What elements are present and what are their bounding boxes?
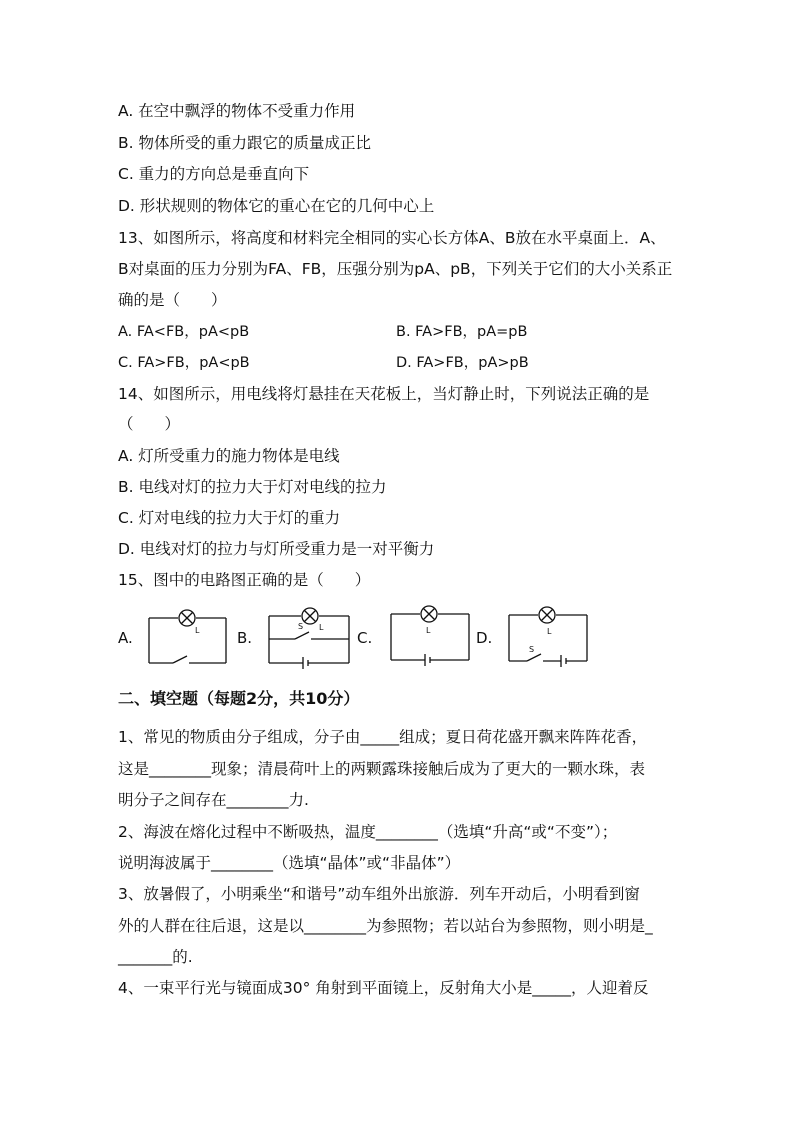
q13-stem-line-1: 13、如图所示，将高度和材料完全相同的实心长方体A、B放在水平桌面上．A、	[118, 229, 666, 247]
q12-option-a: A. 在空中飘浮的物体不受重力作用	[118, 102, 356, 120]
q14-stem-line-2: （ ）	[118, 415, 181, 433]
q13-option-b: B. FA>FB，pA=pB	[396, 324, 528, 340]
q14-option-a: A. 灯所受重力的施力物体是电线	[118, 447, 340, 465]
q14-stem-line-1: 14、如图所示，用电线将灯悬挂在天花板上，当灯静止时，下列说法正确的是	[118, 385, 650, 403]
svg-text:L: L	[547, 627, 552, 636]
circuit-a-label: A.	[118, 629, 133, 647]
circuit-diagram-a	[145, 605, 230, 667]
section-heading-fill-in: 二、填空题（每题2分，共10分）	[118, 689, 360, 708]
q14-option-b: B. 电线对灯的拉力大于灯对电线的拉力	[118, 478, 387, 496]
q13-option-a: A. FA<FB，pA<pB	[118, 324, 250, 340]
q12-option-b: B. 物体所受的重力跟它的质量成正比	[118, 134, 371, 152]
q13-stem-line-3: 确的是（ ）	[118, 291, 227, 309]
q13-option-c: C. FA>FB，pA<pB	[118, 355, 250, 371]
q12-option-d: D. 形状规则的物体它的重心在它的几何中心上	[118, 197, 435, 215]
circuit-diagram-b	[265, 603, 353, 667]
svg-text:S: S	[298, 622, 304, 631]
lamp-label: L	[195, 626, 200, 635]
fill-q1-line-2: 这是________现象；清晨荷叶上的两颗露珠接触后成为了更大的一颗水珠，表	[118, 760, 646, 778]
circuit-c-label: C.	[357, 629, 373, 647]
fill-q3-line-1: 3、放暑假了，小明乘坐“和谐号”动车组外出旅游．列车开动后，小明看到窗	[118, 885, 640, 903]
svg-text:L: L	[426, 626, 431, 635]
svg-text:L: L	[319, 623, 324, 632]
fill-q2-line-2: 说明海波属于________（选填“晶体”或“非晶体”）	[118, 854, 461, 872]
circuit-diagram-d	[505, 603, 591, 665]
fill-q4-line-1: 4、一束平行光与镜面成30° 角射到平面镜上，反射角大小是_____，人迎着反	[118, 979, 649, 997]
q12-option-c: C. 重力的方向总是垂直向下	[118, 165, 310, 183]
fill-q1-line-1: 1、常见的物质由分子组成，分子由_____组成；夏日荷花盛开飘来阵阵花香，	[118, 728, 648, 746]
fill-q3-line-2: 外的人群在往后退，这是以________为参照物；若以站台为参照物，则小明是_	[118, 917, 653, 935]
fill-q1-line-3: 明分子之间存在________力.	[118, 791, 309, 809]
q14-option-c: C. 灯对电线的拉力大于灯的重力	[118, 509, 341, 527]
q13-stem-line-2: B对桌面的压力分别为FA、FB，压强分别为pA、pB，下列关于它们的大小关系正	[118, 260, 673, 278]
fill-q3-line-3: _______的.	[118, 948, 193, 966]
circuit-d-label: D.	[476, 629, 493, 647]
svg-text:S: S	[529, 645, 535, 654]
fill-q2-line-1: 2、海波在熔化过程中不断吸热，温度________（选填“升高“或“不变”）；	[118, 823, 618, 841]
q15-stem: 15、图中的电路图正确的是（ ）	[118, 571, 371, 589]
circuit-diagram-c	[387, 602, 473, 664]
q13-option-d: D. FA>FB，pA>pB	[396, 355, 529, 371]
circuit-b-label: B.	[237, 629, 253, 647]
q14-option-d: D. 电线对灯的拉力与灯所受重力是一对平衡力	[118, 540, 435, 558]
